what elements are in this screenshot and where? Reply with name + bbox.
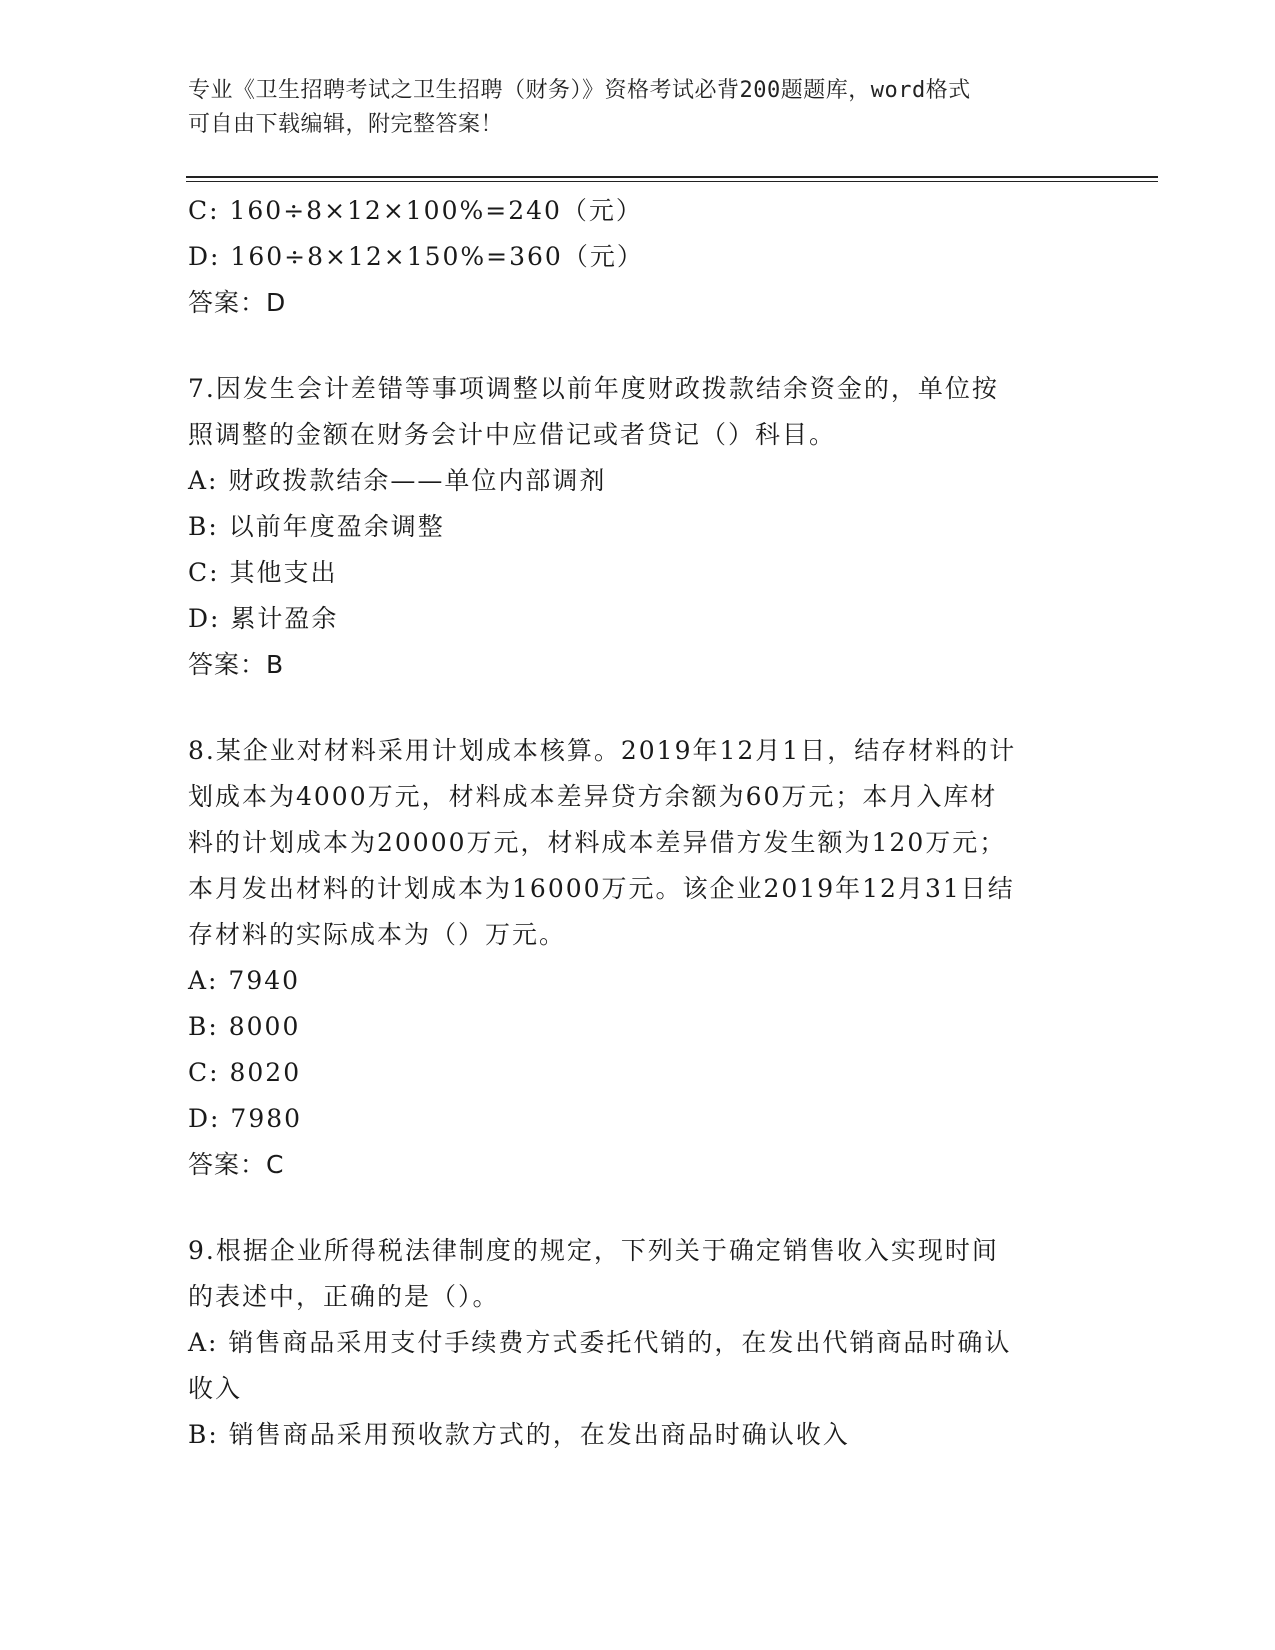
option-b: B: 以前年度盈余调整: [188, 512, 445, 541]
document-header: [188, 74, 1088, 142]
option-d: D: 累计盈余: [188, 604, 339, 633]
option-c: C: 其他支出: [188, 558, 338, 587]
option-c: C: 8020: [188, 1058, 302, 1087]
option-d: D: 160÷8×12×150%=360（元）: [188, 242, 644, 271]
question-9: [188, 1228, 1088, 1458]
answer: 答案：D: [188, 288, 287, 317]
question-stem: 料的计划成本为20000万元，材料成本差异借方发生额为120万元；: [188, 828, 1007, 857]
question-content: [188, 188, 1088, 1458]
question-stem: 的表述中，正确的是（）。: [188, 1282, 500, 1311]
option-b: B: 销售商品采用预收款方式的，在发出商品时确认收入: [188, 1420, 850, 1449]
question-stem: 存材料的实际成本为（）万元。: [188, 920, 567, 949]
question-stem: 8.某企业对材料采用计划成本核算。2019年12月1日，结存材料的计: [188, 736, 1017, 765]
option-a-continued: 收入: [188, 1374, 243, 1403]
question-7: [188, 366, 1088, 688]
question-8: [188, 728, 1088, 1188]
question-stem: 7.因发生会计差错等事项调整以前年度财政拨款结余资金的，单位按: [188, 374, 999, 403]
option-a: A: 财政拨款结余——单位内部调剂: [188, 466, 607, 495]
option-d: D: 7980: [188, 1104, 303, 1133]
option-b: B: 8000: [188, 1012, 301, 1041]
question-stem: 9.根据企业所得税法律制度的规定，下列关于确定销售收入实现时间: [188, 1236, 999, 1265]
header-title-line-1: 专业《卫生招聘考试之卫生招聘（财务）》资格考试必背200题题库，word格式: [188, 78, 971, 103]
header-divider-thin: [186, 181, 1158, 182]
spacer: [188, 326, 1088, 366]
header-title-line-2: 可自由下载编辑，附完整答案！: [188, 112, 504, 137]
option-c: C: 160÷8×12×100%=240（元）: [188, 196, 643, 225]
answer: 答案：B: [188, 650, 285, 679]
option-a: A: 7940: [188, 966, 301, 995]
question-stem: 划成本为4000万元，材料成本差异贷方余额为60万元；本月入库材: [188, 782, 998, 811]
header-divider-thick: [186, 176, 1158, 178]
question-stem: 本月发出材料的计划成本为16000万元。该企业2019年12月31日结: [188, 874, 1015, 903]
answer: 答案：C: [188, 1150, 285, 1179]
spacer: [188, 688, 1088, 728]
question-stem: 照调整的金额在财务会计中应借记或者贷记（）科目。: [188, 420, 837, 449]
spacer: [188, 1188, 1088, 1228]
option-a: A: 销售商品采用支付手续费方式委托代销的，在发出代销商品时确认: [188, 1328, 1012, 1357]
question-6-tail: [188, 188, 1088, 326]
